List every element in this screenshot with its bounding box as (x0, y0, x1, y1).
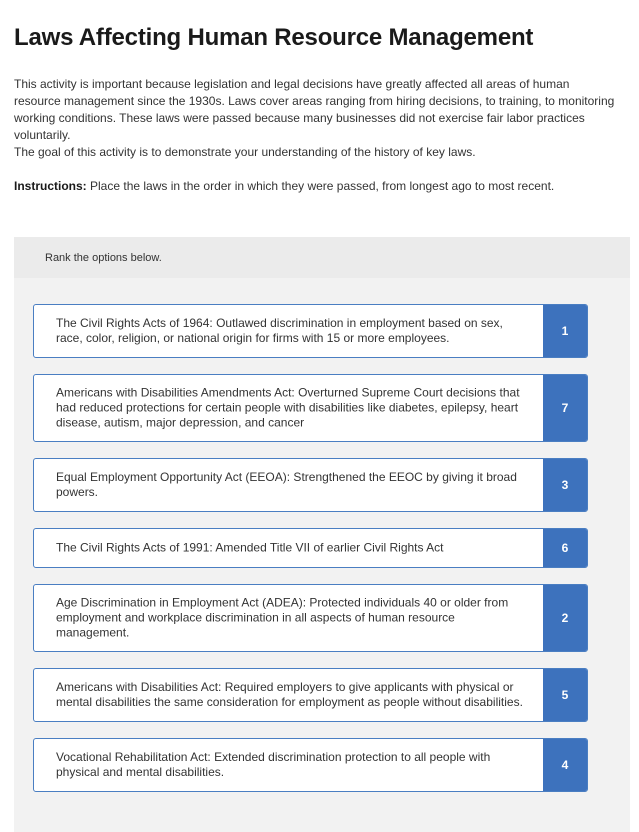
rank-option-text: Equal Employment Opportunity Act (EEOA): Strengthened the EEOC by giving it broad powers. (56, 470, 517, 499)
rank-option-text: The Civil Rights Acts of 1991: Amended Title VII of earlier Civil Rights Act (56, 540, 444, 555)
rank-option[interactable] (33, 584, 588, 652)
rank-number-selector[interactable]: 5 (543, 669, 587, 721)
rank-option[interactable] (33, 304, 588, 358)
instructions-text: Place the laws in the order in which they were passed, from longest ago to most recent. (86, 179, 555, 193)
rank-option[interactable] (33, 528, 588, 568)
rank-option-text: Vocational Rehabilitation Act: Extended discrimination protection to all people with physical and mental disabilities. (56, 750, 491, 779)
rank-option[interactable] (33, 668, 588, 722)
rank-option-text: Americans with Disabilities Amendments Act: Overturned Supreme Court decisions that had reduced protections for certain people with disabilities like diabetes, epilepsy, heart disease, autism, major depression, and cancer (56, 385, 520, 430)
rank-option[interactable] (33, 374, 588, 442)
rank-number-selector[interactable]: 3 (543, 459, 587, 511)
instructions-paragraph (14, 178, 619, 195)
page-title: Laws Affecting Human Resource Management (14, 24, 534, 51)
ranking-panel (14, 237, 630, 832)
ranking-header (14, 237, 630, 278)
rank-number-selector[interactable]: 1 (543, 305, 587, 357)
intro-paragraph: This activity is important because legislation and legal decisions have greatly affected all areas of human resource management since the 1930s. Laws cover areas ranging from hiring decisions, to training, to monitoring working conditions. These laws were passed because many businesses did not exercise fair labor practices voluntarily. (14, 77, 615, 142)
rank-prompt: Rank the options below. (45, 252, 162, 264)
rank-option-text: Age Discrimination in Employment Act (ADEA): Protected individuals 40 or older from employment and workplace discrimination in all aspects of human resource management. (56, 595, 509, 640)
rank-number-selector[interactable]: 4 (543, 739, 587, 791)
rank-option-text: Americans with Disabilities Act: Required employers to give applicants with physical or mental disabilities the same consideration for employment as people without disabilities. (56, 680, 523, 709)
rank-number-selector[interactable]: 7 (543, 375, 587, 441)
rank-option[interactable] (33, 738, 588, 792)
goal-paragraph: The goal of this activity is to demonstrate your understanding of the history of key laws. (14, 145, 476, 159)
rank-option[interactable] (33, 458, 588, 512)
rank-option-text: The Civil Rights Acts of 1964: Outlawed discrimination in employment based on sex, race, color, religion, or national origin for firms with 15 or more employees. (56, 316, 503, 345)
rank-number-selector[interactable]: 6 (543, 529, 587, 567)
rank-number-selector[interactable]: 2 (543, 585, 587, 651)
instructions-label: Instructions: (14, 179, 87, 193)
